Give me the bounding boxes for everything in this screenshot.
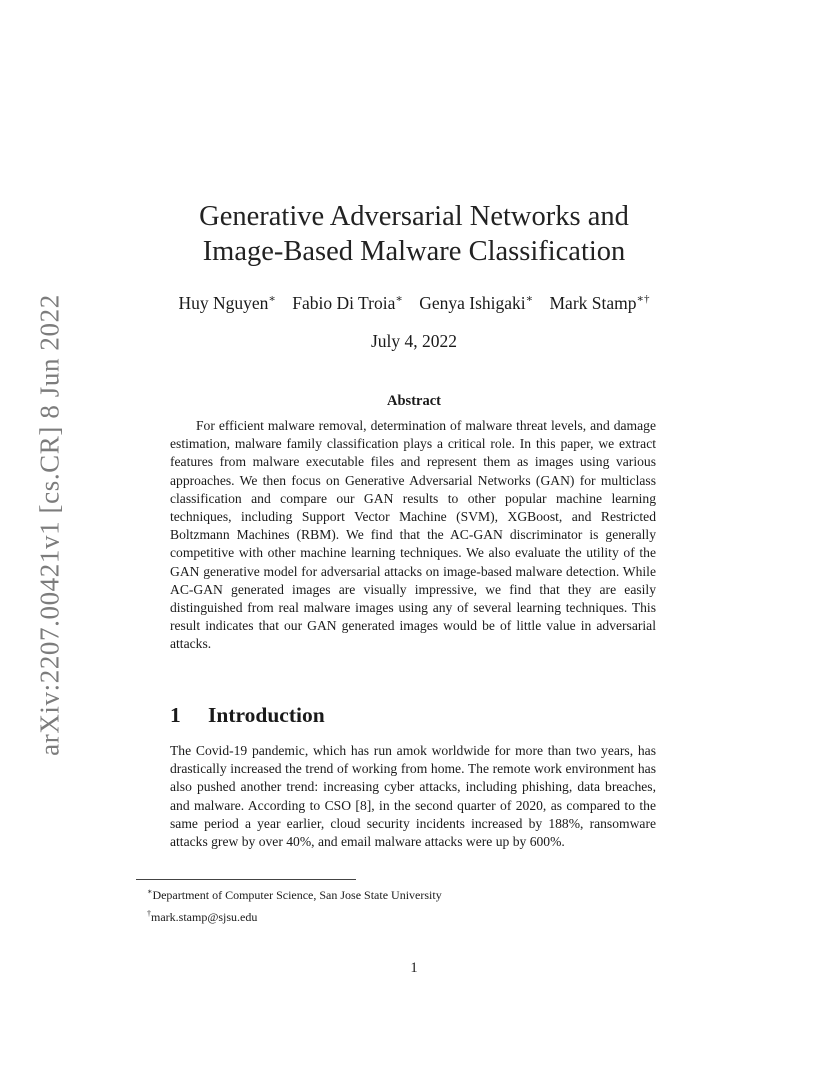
- author: [292, 293, 403, 313]
- publication-date: July 4, 2022: [370, 331, 458, 351]
- author-affiliation-mark: ∗†: [636, 293, 650, 305]
- page-number: 1: [410, 960, 418, 976]
- author: [178, 293, 275, 313]
- abstract-text: For efficient malware removal, determination of malware threat levels, and damage estimation, malware family classification plays a critical role. In this paper, we extract features from malware executable files and represent them as images using various approaches. We then focus on Generative Adversarial Networks (GAN) for multiclass classification and compare our GAN results to other popular machine learning techniques, including Support Vector Machine (SVM), XGBoost, and Restricted Boltzmann Machines (RBM). We find that the AC-GAN discriminator is generally competitive with other machine learning techniques. We also evaluate the utility of the GAN generative model for adversarial attacks on image-based malware detection. While AC-GAN generated images are visually impressive, we find that they are easily distinguished from real malware images using any of several learning techniques. This result indicates that our GAN generated images would be of little value in adversarial attacks.: [170, 418, 656, 652]
- section-heading: [170, 703, 325, 728]
- author-name: Huy Nguyen: [178, 292, 269, 313]
- section-number: 1: [170, 703, 181, 727]
- footnote-text: Department of Computer Science, San Jose State University: [152, 888, 442, 902]
- author-affiliation-mark: ∗: [525, 293, 534, 305]
- author-name: Genya Ishigaki: [419, 292, 526, 313]
- section-title: Introduction: [208, 703, 325, 727]
- author-list: [0, 292, 828, 314]
- footnote-mark: ∗: [147, 887, 153, 896]
- footnote: [147, 883, 442, 905]
- footnotes: [147, 883, 442, 926]
- author-name: Mark Stamp: [549, 292, 637, 313]
- introduction-text: The Covid-19 pandemic, which has run amok worldwide for more than two years, has drastically increased the trend of working from home. The remote work environment has also pushed another trend: increasing cyber attacks, including phishing, data breaches, and malware. According to CSO [8], in the second quarter of 2020, as compared to the same period a year earlier, cloud security incidents increased by 188%, ransomware attacks grew by over 40%, and email malware attacks were up by 600%.: [170, 743, 656, 850]
- author-name: Fabio Di Troia: [292, 292, 396, 313]
- footnote-divider: [136, 879, 356, 880]
- title-line-2: Image-Based Malware Classification: [202, 236, 626, 267]
- author-affiliation-mark: ∗: [395, 293, 403, 305]
- author: [419, 293, 533, 313]
- abstract-heading: Abstract: [387, 393, 441, 409]
- author: [550, 293, 650, 313]
- footnote: [147, 905, 442, 927]
- footnote-mark: †: [147, 908, 151, 918]
- paper-title: [0, 199, 828, 269]
- arxiv-identifier: arXiv:2207.00421v1 [cs.CR] 8 Jun 2022: [34, 294, 65, 756]
- footnote-text: mark.stamp@sjsu.edu: [151, 909, 258, 924]
- author-affiliation-mark: ∗: [268, 293, 276, 305]
- title-line-1: Generative Adversarial Networks and: [199, 201, 629, 232]
